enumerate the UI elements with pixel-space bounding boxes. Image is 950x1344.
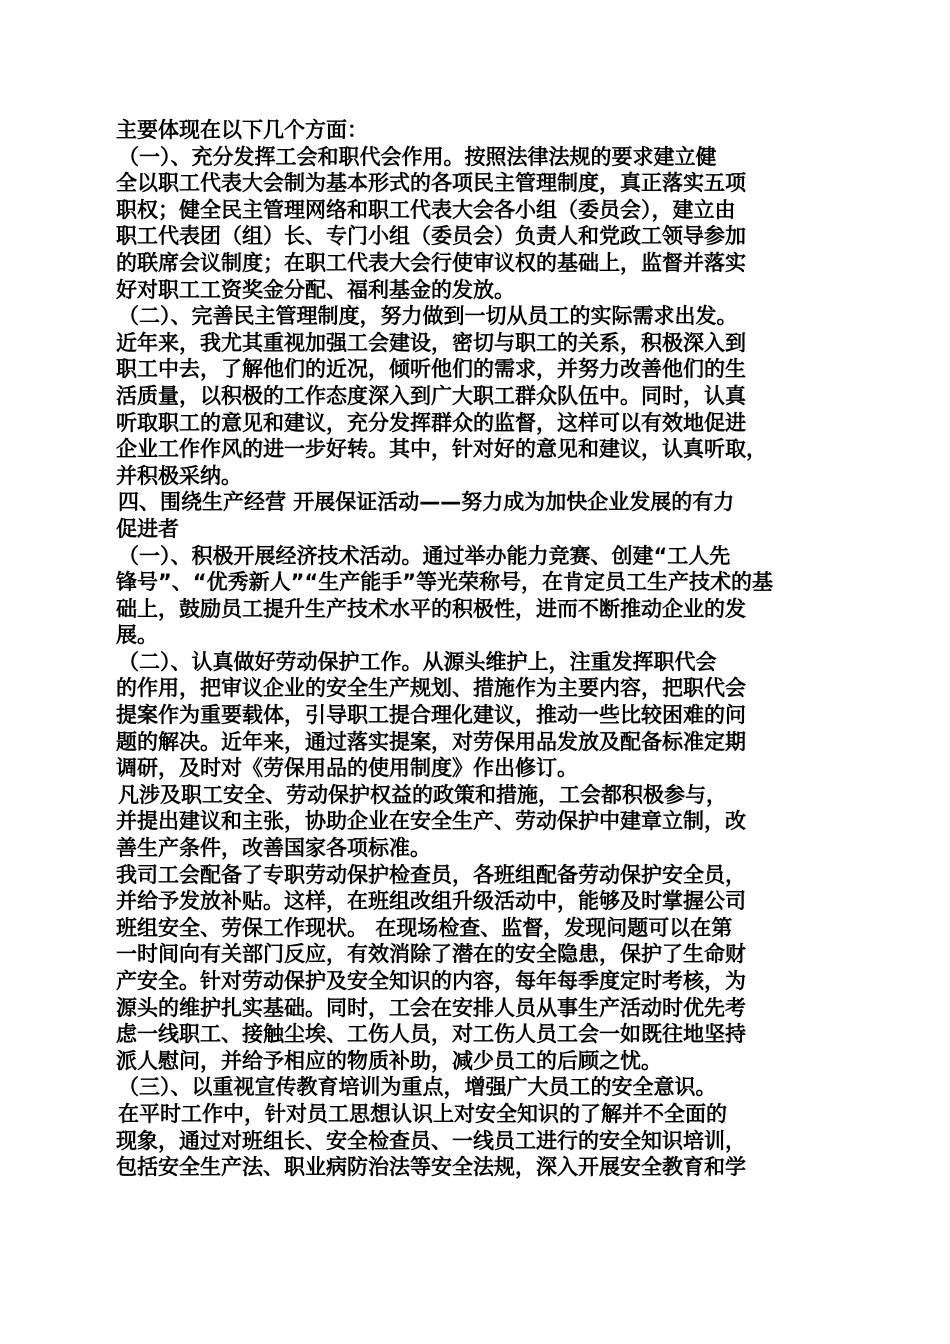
text-line: 职工中去，了解他们的近况，倾听他们的需求，并努力改善他们的生 <box>116 357 746 382</box>
text-line: 好对职工工资奖金分配、福利基金的发放。 <box>116 277 515 302</box>
document-body <box>116 117 840 1181</box>
text-line: 主要体现在以下几个方面： <box>116 118 368 142</box>
text-line: 包括安全生产法、职业病防治法等安全法规，深入开展安全教育和学 <box>116 1155 746 1180</box>
text-line: 提案作为重要载体，引导职工提合理化建议，推动一些比较困难的问 <box>116 703 746 728</box>
text-line: 源头的维护扎实基础。同时，工会在安排人员从事生产活动时优先考 <box>116 995 746 1020</box>
text-line: 凡涉及职工安全、劳动保护权益的政策和措施，工会都积极参与， <box>118 782 727 807</box>
text-line: 并积极采纳。 <box>116 463 242 488</box>
text-line: 并提出建议和主张，协助企业在安全生产、劳动保护中建章立制，改 <box>116 809 746 834</box>
text-line: 展。 <box>116 623 158 648</box>
text-line: （二）、完善民主管理制度，努力做到一切从员工的实际需求出发。 <box>118 304 738 329</box>
text-line: 现象，通过对班组长、安全检查员、一线员工进行的安全知识培训， <box>116 1128 746 1153</box>
text-line: （三）、以重视宣传教育培训为重点，增强广大员工的安全意识。 <box>118 1075 717 1100</box>
text-line: 派人慰问，并给予相应的物质补助，减少员工的后顾之忧。 <box>116 1048 662 1073</box>
text-line: 善生产条件，改善国家各项标准。 <box>116 836 431 861</box>
text-line: 的联席会议制度；在职工代表大会行使审议权的基础上，监督并落实 <box>116 250 746 275</box>
text-line: （二）、认真做好劳动保护工作。从源头维护上，注重发挥职代会 <box>118 649 717 674</box>
text-line: 并给予发放补贴。这样，在班组改组升级活动中，能够及时掌握公司 <box>116 889 746 914</box>
text-line: 听取职工的意见和建议，充分发挥群众的监督，这样可以有效地促进 <box>116 410 746 435</box>
text-line: 的作用，把审议企业的安全生产规划、措施作为主要内容，把职代会 <box>116 676 746 701</box>
text-line: 虑一线职工、接触尘埃、工伤人员，对工伤人员工会一如既往地坚持 <box>116 1022 746 1047</box>
text-line: 调研，及时对《劳保用品的使用制度》作出修订。 <box>116 756 578 781</box>
text-line: 企业工作作风的进一步好转。其中，针对好的意见和建议，认真听取， <box>116 437 767 462</box>
text-line: 班组安全、劳保工作现状。 在现场检查、监督，发现问题可以在第 <box>116 915 733 940</box>
text-line: 近年来，我尤其重视加强工会建设，密切与职工的关系，积极深入到 <box>116 330 746 355</box>
text-line: 产安全。针对劳动保护及安全知识的内容，每年每季度定时考核，为 <box>116 969 746 993</box>
text-line: 锋号”、“优秀新人”“生产能手”等光荣称号，在肯定员工生产技术的基 <box>116 570 774 595</box>
text-line: 题的解决。近年来，通过落实提案，对劳保用品发放及配备标准定期 <box>116 729 746 754</box>
text-line: （一）、积极开展经济技术活动。通过举办能力竞赛、创建“工人先 <box>118 543 731 568</box>
text-line: 在平时工作中，针对员工思想认识上对安全知识的了解并不全面的 <box>118 1101 727 1126</box>
text-line: 我司工会配备了专职劳动保护检查员，各班组配备劳动保护安全员， <box>116 862 746 887</box>
text-line: （一）、充分发挥工会和职代会作用。按照法律法规的要求建立健 <box>118 144 717 169</box>
section-heading: 促进者 <box>116 516 179 541</box>
text-line: 职权；健全民主管理网络和职工代表大会各小组（委员会），建立由 <box>116 197 736 222</box>
text-line: 全以职工代表大会制为基本形式的各项民主管理制度，真正落实五项 <box>116 171 746 196</box>
text-line: 活质量，以积极的工作态度深入到广大职工群众队伍中。同时，认真 <box>116 383 746 408</box>
text-line: 一时间向有关部门反应，有效消除了潜在的安全隐患，保护了生命财 <box>116 942 746 967</box>
text-line: 职工代表团（组）长、专门小组（委员会）负责人和党政工领导参加 <box>116 224 746 249</box>
section-heading: 四、围绕生产经营 开展保证活动——努力成为加快企业发展的有力 <box>118 490 735 515</box>
text-line: 础上，鼓励员工提升生产技术水平的积极性，进而不断推动企业的发 <box>116 596 746 621</box>
